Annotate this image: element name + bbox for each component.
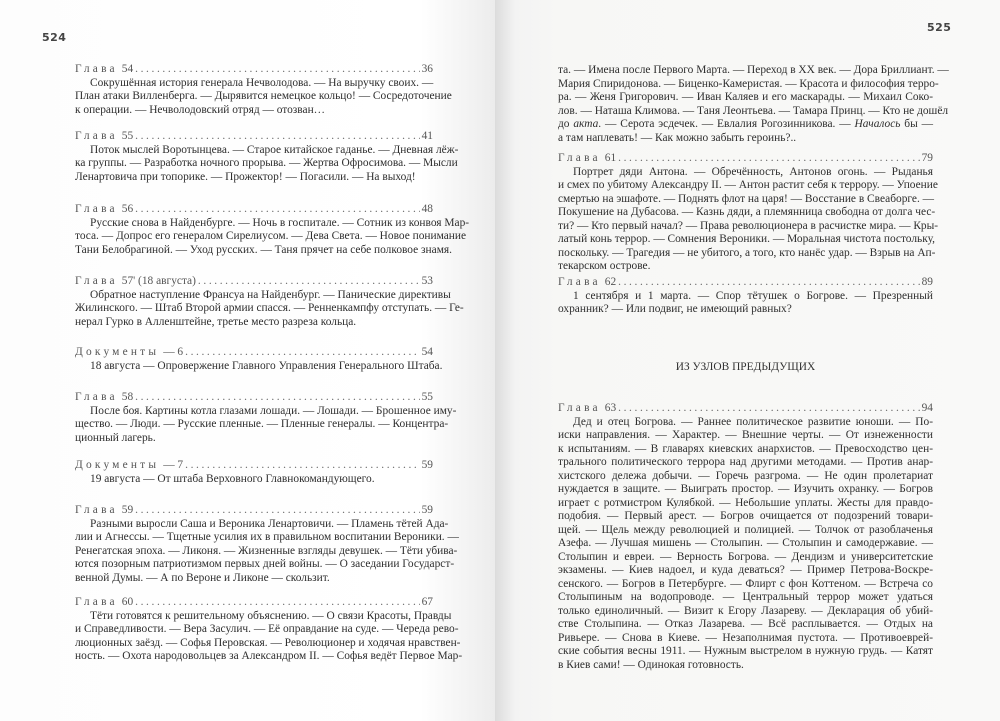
dot-leader xyxy=(135,596,419,610)
entry-page: 79 xyxy=(921,152,933,164)
entry-number: 56 xyxy=(121,203,134,215)
entry-label: Документы xyxy=(75,346,160,358)
dot-leader xyxy=(618,402,919,416)
entry-heading xyxy=(558,276,933,290)
entry-heading xyxy=(75,504,433,518)
entry-heading xyxy=(75,596,433,610)
entry-page: 59 xyxy=(421,459,433,471)
summary-line: текарском острове. xyxy=(558,260,651,272)
entry-label: Документы xyxy=(75,459,160,471)
page-number: 524 xyxy=(42,31,67,44)
entry-label: Глава xyxy=(75,63,118,75)
toc-entry xyxy=(558,152,939,274)
toc-entry xyxy=(558,402,933,672)
summary-line: ционный лагерь. xyxy=(75,431,156,444)
text-segment: бы — xyxy=(900,118,933,130)
entry-number: 57' (18 августа) xyxy=(121,275,196,287)
summary-line: Жилинского. — Штаб Второй армии спасся. — Ренненкампфу отступать. — Ге- xyxy=(75,302,464,314)
entry-number: 54 xyxy=(121,63,134,75)
summary-line: Ренегатская эпоха. — Ликоня. — Жизненные взгляды девушек. — Тёти убива- xyxy=(75,544,458,557)
dot-leader xyxy=(135,504,419,518)
entry-label: Глава xyxy=(75,391,118,403)
toc-entry xyxy=(75,459,433,486)
dot-leader xyxy=(135,63,419,77)
entry-page: 67 xyxy=(421,596,433,608)
summary-line: к испытаниям. — В главарях киевских анархистов. — Превосходство цен- xyxy=(558,442,933,455)
entry-number: — 7 xyxy=(163,459,184,471)
entry-number: 55 xyxy=(121,130,134,142)
right-page xyxy=(495,0,1000,721)
entry-page: 54 xyxy=(421,346,433,358)
toc-entry xyxy=(558,276,933,317)
entry-number: 61 xyxy=(604,152,617,164)
entry-label: Глава xyxy=(558,152,601,164)
summary-line: Азефа. — Лучшая мишень — Столыпин. — Столыпин и самодержавие. — xyxy=(558,537,933,549)
entry-number: 60 xyxy=(121,596,134,608)
entry-label: Глава xyxy=(75,596,118,608)
entry-label: Глава xyxy=(75,275,118,287)
entry-heading xyxy=(558,402,933,416)
summary-line: нерал Гурко в Алленштейне, третье место разреза кольца. xyxy=(75,315,357,328)
toc-entry xyxy=(75,596,463,664)
summary-line: щество. — Люди. — Русские пленные. — Пленные генералы. — Концентра- xyxy=(75,418,449,430)
summary-line: Мария Спиридонова. — Биценко-Камеристая. — Красота и философия терро- xyxy=(558,77,939,90)
section-heading: ИЗ УЗЛОВ ПРЕДЫДУЩИХ xyxy=(675,361,816,373)
summary-line: План атаки Вилленберга. — Дырявится немецкое кольцо! — Сосредоточение xyxy=(75,90,452,102)
entry-heading xyxy=(75,275,433,289)
entry-page: 94 xyxy=(921,402,933,414)
summary-line: Столыпин и евреи. — Верность Богрова. — Дендизм и университетские xyxy=(558,550,933,563)
summary-line: только единоличный. — Визит к Егору Лазареву. — Декларация об убий- xyxy=(558,604,933,617)
summary-line: ские события весны 1911. — Нужным выстрелом в нужную грудь. — Катят xyxy=(558,645,933,657)
summary-line: ка группы. — Разработка ночного прорыва. — Жертва Офросимова. — Мысли xyxy=(75,157,458,169)
italic-text: акта xyxy=(573,118,599,130)
entry-page: 55 xyxy=(421,391,433,403)
entry-page: 53 xyxy=(421,275,433,287)
summary-line: к операции. — Нечволодовский отряд — отозван… xyxy=(75,103,326,116)
toc-entry xyxy=(75,346,443,373)
toc-entry xyxy=(75,275,464,329)
entry-label: Глава xyxy=(558,402,601,414)
entry-page: 48 xyxy=(421,203,433,215)
summary-line xyxy=(558,118,933,132)
summary-line: венной Думы. — А по Вероне и Ликоне — скользит. xyxy=(75,571,330,584)
summary-line: лов. — Наташа Климова. — Таня Леонтьева. — Тамара Принц. — Кто не дошёл xyxy=(558,104,949,117)
text-segment: . — Серота эсдечек. — Евлалия Рогозинникова. — xyxy=(598,118,855,130)
summary-line: После боя. Картины котла глазами лошади. — Лошади. — Брошенное иму- xyxy=(90,404,457,417)
entry-page: 59 xyxy=(421,504,433,516)
summary-line: щей. — Щель между революцией и полицией. — Толчок от разоблаченья xyxy=(558,523,933,536)
summary-line: охранник? — Или подвиг, не имеющий равных? xyxy=(558,303,792,315)
summary-line: Ривьере. — Снова в Киеве. — Незаполнимая пустота. — Противоеврей- xyxy=(558,631,933,644)
toc-entry xyxy=(75,391,457,445)
summary-line: ются позорным патриотизмом первых дней войны. — О заседании Государст- xyxy=(75,558,455,570)
summary-line: 18 августа — Опровержение Главного Управления Генерального Штаба. xyxy=(90,359,443,372)
summary-line: а там наплевать! — Как можно забыть героинь?.. xyxy=(558,131,797,144)
page-number: 525 xyxy=(927,21,952,34)
summary-line: экзамены. — Киев надоел, и куда деваться? — Пример Петрова-Воскре- xyxy=(558,564,933,576)
summary-line: ти? — Кто первый начал? — Права революционера в расчистке мира. — Кры- xyxy=(558,219,939,232)
summary-line: иски направления. — Характер. — Внешние черты. — От изнеженности xyxy=(558,429,933,441)
text-segment: до xyxy=(558,118,574,130)
left-page xyxy=(0,0,495,721)
dot-leader xyxy=(198,275,420,289)
summary-line: Дед и отец Богрова. — Раннее политическое развитие юноши. — По- xyxy=(573,415,933,428)
summary-line: та. — Имена после Первого Марта. — Переход в XX век. — Дора Бриллиант. — xyxy=(558,64,949,76)
summary-line: и смех по убитому Александру II. — Антон растит себя к террору. — Упоение xyxy=(558,179,938,191)
summary-line: сенского. — Богров в Петербурге. — Флирт с фон Коттеном. — Встреча со xyxy=(558,577,933,590)
entry-number: 62 xyxy=(604,276,617,288)
entry-heading xyxy=(75,63,433,77)
summary-line: в Киев сами! — Одинокая готовность. xyxy=(558,658,744,671)
summary-line: Поток мыслей Воротынцева. — Старое китайское гаданье. — Дневная лёж- xyxy=(90,143,459,156)
summary-line: Русские снова в Найденбурге. — Ночь в госпитале. — Сотник из конвоя Мар- xyxy=(90,216,470,229)
entry-heading xyxy=(75,346,433,360)
summary-line: Обратное наступление Франсуа на Найденбург. — Панические директивы xyxy=(90,288,451,301)
summary-line: латый конь террор. — Сомнения Вероники. — Моральная чистота постольку, xyxy=(558,233,936,245)
summary-line: трального политического террора над другими методами. — Против анар- xyxy=(558,456,933,468)
toc-entry xyxy=(75,63,452,117)
summary-line: ность. — Охота народовольцев за Александром II. — Софья ведёт Первое Мар- xyxy=(75,650,463,662)
entry-label: Глава xyxy=(75,504,118,516)
entry-heading xyxy=(75,459,433,473)
summary-line: Тёти готовятся к решительному объяснению. — О связи Красоты, Правды xyxy=(90,609,452,622)
summary-line: Покушение на Дубасова. — Казнь дяди, а племянница свободна от долга чес- xyxy=(558,206,936,218)
toc-entry xyxy=(75,130,459,184)
summary-line: Тани Белобрагиной. — Уход русских. — Таня прячет на себе полковое знамя. xyxy=(75,243,452,256)
summary-line: люционных заёзд. — Софья Перовская. — Революционер и ходячая нравствен- xyxy=(75,636,461,649)
toc-entry xyxy=(75,504,459,585)
entry-number: 63 xyxy=(604,402,617,414)
entry-page: 89 xyxy=(921,276,933,288)
entry-page: 36 xyxy=(421,63,433,75)
entry-number: — 6 xyxy=(163,346,184,358)
summary-line: Сокрушённая история генерала Нечволодова. — На выручку своих. — xyxy=(90,76,434,89)
entry-label: Глава xyxy=(75,130,118,142)
entry-page: 41 xyxy=(421,130,433,142)
summary-line: подобия. — Первый арест. — Богров очищается от подозрений товари- xyxy=(558,510,933,522)
toc-entry xyxy=(75,203,470,257)
summary-line: хистского дележа добычи. — Горечь разгрома. — Не один пролетариат xyxy=(558,469,933,482)
summary-line: и Справедливости. — Вера Засулич. — Её оправдание на суде. — Череда рево- xyxy=(75,623,459,635)
entry-number: 58 xyxy=(121,391,134,403)
summary-line: стве Столыпина. — Отказ Лазарева. — Всё расплывается. — Отдых на xyxy=(558,618,933,630)
dot-leader xyxy=(618,152,919,166)
summary-line: 1 сентября и 1 марта. — Спор тётушек о Богрове. — Презренный xyxy=(573,289,933,302)
summary-line: нуждается в защите. — Выиграть простор. — Изучить охранку. — Богров xyxy=(558,483,933,495)
summary-line: Разными выросли Саша и Вероника Ленартовичи. — Пламень тётей Ада- xyxy=(90,517,449,530)
italic-text: Началось xyxy=(854,118,901,130)
summary-line: Портрет дяди Антона. — Обречённость, Антонов огонь. — Рыданья xyxy=(573,165,933,178)
entry-heading xyxy=(75,130,433,144)
dot-leader xyxy=(185,346,419,360)
entry-label: Глава xyxy=(75,203,118,215)
dot-leader xyxy=(135,391,419,405)
entry-heading xyxy=(75,391,433,405)
summary-line: тоса. — Допрос его генералом Сирелиусом. — Дева Света. — Новое понимание xyxy=(75,230,467,242)
dot-leader xyxy=(135,203,419,217)
toc-continuation xyxy=(558,64,949,145)
summary-line: Столыпиным на водопроводе. — Центральный террор может удаться xyxy=(558,591,933,603)
entry-number: 59 xyxy=(121,504,134,516)
entry-heading xyxy=(558,152,933,166)
summary-line: играет с ротмистром Кулябкой. — Небольшие уплаты. Жесты для правдо- xyxy=(558,496,933,509)
entry-label: Глава xyxy=(558,276,601,288)
summary-line: лии и Агнессы. — Тщетные усилия их в правильном воспитании Вероники. — xyxy=(75,531,459,543)
dot-leader xyxy=(135,130,419,144)
summary-line: поскольку. — Трагедия — не убитого, а того, кто нанёс удар. — Взрыв на Ап- xyxy=(558,246,936,259)
summary-line: ра. — Женя Григорович. — Иван Каляев и его маскарады. — Михаил Соко- xyxy=(558,91,933,103)
dot-leader xyxy=(185,459,419,473)
entry-heading xyxy=(75,203,433,217)
summary-line: 19 августа — От штаба Верховного Главнокомандующего. xyxy=(90,472,375,485)
summary-line: смертью на эшафоте. — Поднять флот на царя! — Восстание в Свеаборге. — xyxy=(558,192,935,205)
dot-leader xyxy=(618,276,919,290)
summary-line: Ленартовича при топорике. — Прожектор! — Погасили. — На выход! xyxy=(75,170,416,183)
